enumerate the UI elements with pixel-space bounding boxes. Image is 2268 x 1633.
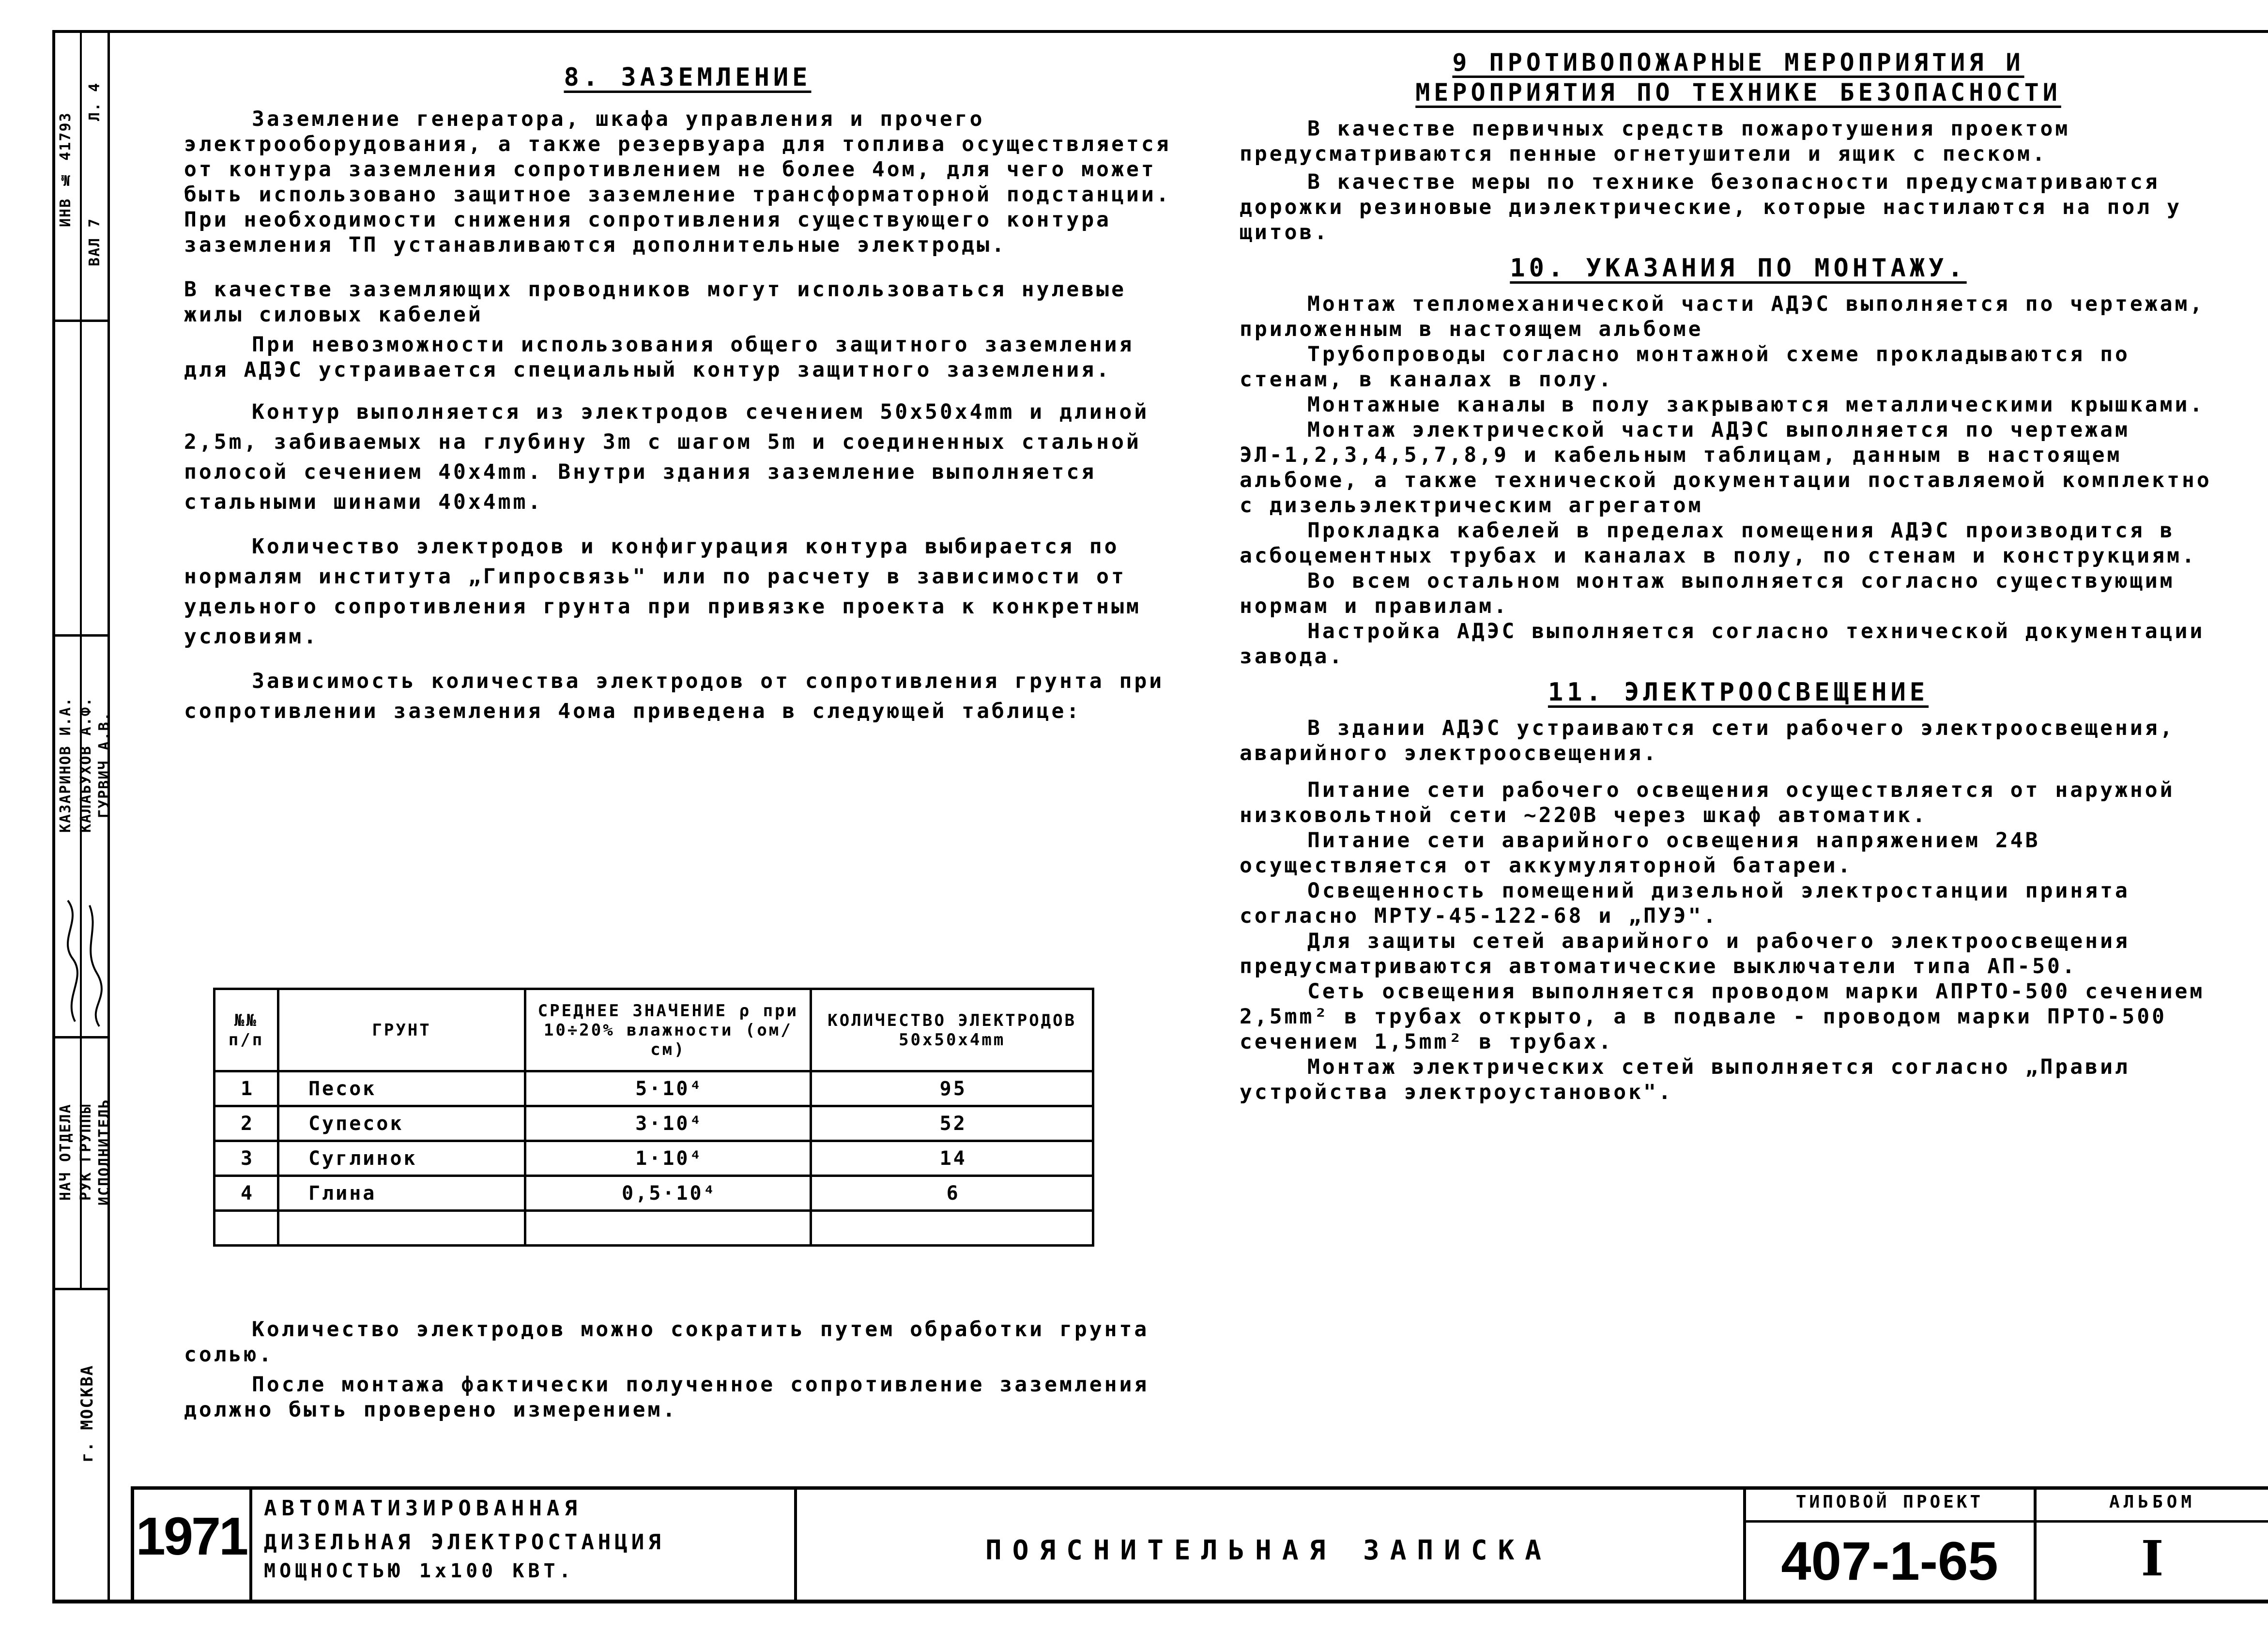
strip-rule	[52, 1288, 109, 1290]
name-2: КАЛАБУХОВ А.Ф.	[77, 697, 94, 833]
city-label: г. МОСКВА	[77, 1364, 97, 1463]
section-10-paragraph: Монтаж тепломеханической части АДЭС выполняется по чертежам, приложенным в настоящем альбоме	[1240, 292, 2205, 341]
section-8	[184, 63, 1191, 726]
section-10-paragraph: Прокладка кабелей в пределах помещения АДЭС производится в асбоцементных трубах и каналах в полу, по стенам и конструкциям.	[1240, 519, 2197, 568]
year: 1971	[136, 1507, 247, 1566]
section-8-paragraph: После монтажа фактически полученное сопротивление заземления должно быть проверено измерением.	[184, 1373, 1149, 1422]
role-3: ИСПОЛНИТЕЛЬ	[96, 1099, 113, 1206]
table-cell	[811, 1211, 1093, 1246]
title-block-divider	[1743, 1486, 1746, 1603]
section-8-title: 8. ЗАЗЕМЛЕНИЕ	[564, 63, 812, 92]
table-row	[215, 1141, 1093, 1176]
electrode-table	[213, 988, 1094, 1247]
name-1: КАЗАРИНОВ И.А.	[57, 697, 74, 833]
table-cell: 4	[215, 1176, 278, 1211]
table-cell	[215, 1211, 278, 1246]
document-name: ПОЯСНИТЕЛЬНАЯ ЗАПИСКА	[985, 1535, 1552, 1566]
section-11-paragraph: Для защиты сетей аварийного и рабочего электроосвещения предусматриваются автоматические выключатели типа АП-50.	[1240, 929, 2130, 978]
table-cell: 3·10⁴	[525, 1106, 811, 1141]
table-body	[215, 1071, 1093, 1246]
table-cell: 0,5·10⁴	[525, 1176, 811, 1211]
section-10-title: 10. УКАЗАНИЯ ПО МОНТАЖУ.	[1510, 254, 1967, 283]
section-9-paragraph: В качестве меры по технике безопасности предусматриваются дорожки резиновые диэлектрические, которые настилаются на пол у щитов.	[1240, 170, 2182, 244]
table-cell: 2	[215, 1106, 278, 1141]
table-header: №№ п/п	[215, 989, 278, 1071]
section-10-paragraph: Настройка АДЭС выполняется согласно технической документации завода.	[1240, 619, 2205, 669]
name-3: ГУРВИЧ А.В.	[96, 711, 113, 819]
object-name-line3: МОЩНОСТЬЮ 1х100 КВТ.	[264, 1560, 575, 1582]
strip-rule	[52, 1036, 109, 1038]
table-row	[215, 1211, 1093, 1246]
title-block-top-rule	[131, 1486, 2268, 1490]
table-header: ГРУНТ	[278, 989, 525, 1071]
strip-rule	[52, 634, 109, 637]
table-cell: 1	[215, 1071, 278, 1106]
table-cell: Суглинок	[278, 1141, 525, 1176]
section-8-paragraph: В качестве заземляющих проводников могут использоваться нулевые жилы силовых кабелей	[184, 277, 1126, 327]
section-8-notes	[184, 1317, 1191, 1422]
table-cell: 14	[811, 1141, 1093, 1176]
section-8-paragraph: При невозможности использования общего защитного заземления для АДЭС устраивается специальный контур защитного заземления.	[184, 333, 1134, 382]
title-block-divider	[2034, 1486, 2037, 1603]
table-cell: 95	[811, 1071, 1093, 1106]
table-cell: Песок	[278, 1071, 525, 1106]
inventory-number: ИНВ № 41793	[57, 112, 74, 227]
section-11-paragraph: Питание сети аварийного освещения напряжением 24В осуществляется от аккумуляторной батареи.	[1240, 828, 2040, 878]
section-11-paragraph: Монтаж электрических сетей выполняется согласно „Правил устройства электроустановок".	[1240, 1055, 2130, 1104]
table-header-row	[215, 989, 1093, 1071]
section-8-paragraph: Количество электродов и конфигурация контура выбирается по нормалям института „Гипросвязь" или по расчету в зависимости от удельного сопротивления грунта при привязке проекта к конкретным условиям.	[184, 534, 1141, 649]
section-8-paragraph: Контур выполняется из электродов сечением 50х50х4mm и длиной 2,5m, забиваемых на глубину 3m с шагом 5m и соединенных стальной полосой сечением 40х4mm. Внутри здания заземление выполняется стальными шинами 40х4mm.	[184, 400, 1149, 514]
table-header: СРЕДНЕЕ ЗНАЧЕНИЕ ρ при 10÷20% влажности (ом/см)	[525, 989, 811, 1071]
table-cell	[278, 1211, 525, 1246]
sheet-label: Л. 4	[86, 82, 103, 122]
role-2: РУК ГРУППЫ	[77, 1103, 94, 1201]
signatures-graphic	[53, 891, 109, 1031]
section-11-paragraph: Освещенность помещений дизельной электростанции принята согласно МРТУ-45-122-68 и „ПУЭ".	[1240, 879, 2130, 928]
section-9-paragraph: В качестве первичных средств пожаротушения проектом предусматриваются пенные огнетушители и ящик с песком.	[1240, 117, 2070, 166]
object-name-line2: ДИЗЕЛЬНАЯ ЭЛЕКТРОСТАНЦИЯ	[264, 1530, 665, 1555]
role-1: НАЧ ОТДЕЛА	[57, 1103, 74, 1201]
section-8-paragraph: Заземление генератора, шкафа управления и прочего электрооборудования, а также резервуара для топлива осуществляется от контура заземления сопротивлением не более 4ом, для чего может быть использовано защитное заземление трансформаторной подстанции. При необходимости снижения сопротивления существующего контура заземления ТП устанавливаются дополнительные электроды.	[184, 107, 1171, 257]
table-header: КОЛИЧЕСТВО ЭЛЕКТРОДОВ 50х50х4mm	[811, 989, 1093, 1071]
table-row	[215, 1106, 1093, 1141]
table-cell: 6	[811, 1176, 1093, 1211]
title-block-divider	[794, 1486, 797, 1603]
table-cell: 3	[215, 1141, 278, 1176]
section-11-paragraph: Сеть освещения выполняется проводом марки АПРТО-500 сечением 2,5mm² в трубах открыто, а в подвале - проводом марки ПРТО-500 сечением 1,5mm² в трубах.	[1240, 979, 2205, 1054]
section-11-title: 11. ЭЛЕКТРООСВЕЩЕНИЕ	[1548, 678, 1929, 707]
section-10-paragraph: Трубопроводы согласно монтажной схеме прокладываются по стенам, в каналах в полу.	[1240, 342, 2130, 392]
section-10-paragraph: Во всем остальном монтаж выполняется согласно существующим нормам и правилам.	[1240, 569, 2175, 618]
project-label: ТИПОВОЙ ПРОЕКТ	[1795, 1492, 1984, 1512]
section-10-paragraph: Монтажные каналы в полу закрываются металлическими крышками.	[1307, 393, 2205, 417]
section-8-paragraph: Количество электродов можно сократить путем обработки грунта солью.	[184, 1317, 1149, 1367]
section-10-paragraph: Монтаж электрической части АДЭС выполняется по чертежам ЭЛ-1,2,3,4,5,7,8,9 и кабельным таблицам, данным в настоящем альбоме, а также технической документации поставляемой комплектно с дизельэлектрическим агрегатом	[1240, 418, 2212, 518]
project-number: 407-1-65	[1781, 1531, 1998, 1591]
table-cell: Глина	[278, 1176, 525, 1211]
table-cell: Супесок	[278, 1106, 525, 1141]
object-name-line1: АВТОМАТИЗИРОВАННАЯ	[264, 1496, 582, 1521]
section-11-paragraph: В здании АДЭС устраиваются сети рабочего электроосвещения, аварийного электроосвещения.	[1240, 716, 2175, 765]
title-block-rule	[1743, 1520, 2268, 1523]
table-cell: 52	[811, 1106, 1093, 1141]
table-row	[215, 1176, 1093, 1211]
val-label: ВАЛ 7	[86, 217, 103, 267]
section-11-paragraph: Питание сети рабочего освещения осуществляется от наружной низковольтной сети ~220В через шкаф автоматик.	[1240, 778, 2175, 827]
table-cell: 5·10⁴	[525, 1071, 811, 1106]
table-cell: 1·10⁴	[525, 1141, 811, 1176]
album-number: I	[2141, 1530, 2164, 1587]
section-9-title-line2: МЕРОПРИЯТИЯ ПО ТЕХНИКЕ БЕЗОПАСНОСТИ	[1415, 78, 2061, 107]
title-block-divider	[131, 1486, 134, 1603]
title-block-divider	[249, 1486, 252, 1603]
table-cell	[525, 1211, 811, 1246]
table-row	[215, 1071, 1093, 1106]
strip-rule	[52, 320, 109, 322]
section-9-title-line1: 9 ПРОТИВОПОЖАРНЫЕ МЕРОПРИЯТИЯ И	[1452, 48, 2024, 76]
section-8-paragraph: Зависимость количества электродов от сопротивления грунта при сопротивлении заземления 4ома приведена в следующей таблице:	[184, 669, 1165, 723]
right-column	[1240, 48, 2237, 1105]
album-label: АЛЬБОМ	[2109, 1492, 2196, 1512]
